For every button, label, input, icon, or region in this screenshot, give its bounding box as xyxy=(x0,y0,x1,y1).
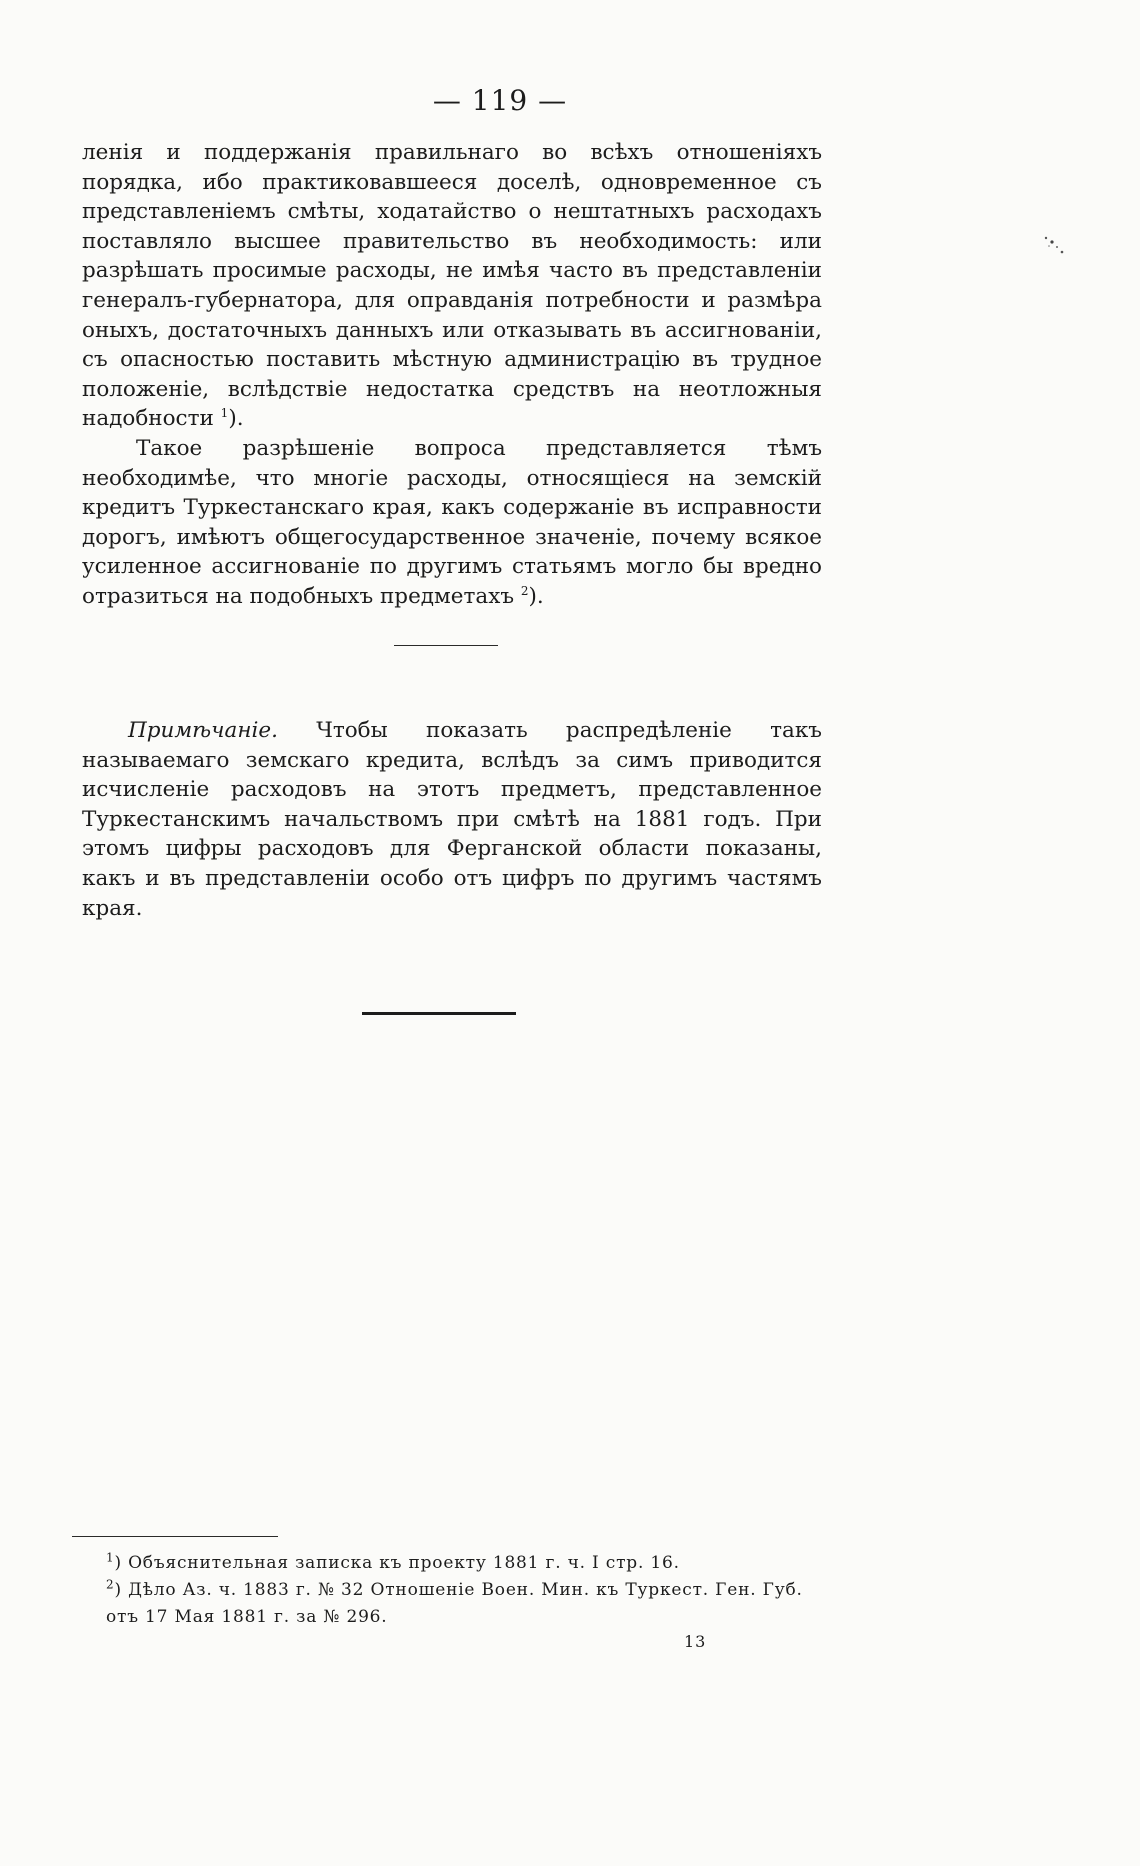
section-divider xyxy=(394,645,498,646)
footnote-2 xyxy=(72,1577,812,1631)
end-rule xyxy=(362,1012,516,1015)
paragraph-2-text: Такое разрѣшеніе вопроса представляется тѣмъ необходимѣе, что многіе расходы, относящіеся на земскій кредитъ Туркестанскаго края, какъ содержаніе въ исправности дорогъ, имѣютъ общегосударственное значеніе, почему всякое усиленное ассигнованіе по другимъ статьямъ могло бы вредно отразиться на подобныхъ предметахъ xyxy=(82,435,822,609)
paragraph-1-end: ). xyxy=(228,406,244,432)
footnote-ref-2: 2 xyxy=(520,583,529,598)
note-label: Примѣчаніе. xyxy=(128,718,278,743)
paragraph-1-text: ленія и поддержанія правильнаго во всѣхъ отношеніяхъ порядка, ибо практиковавшееся доселѣ, одновременное съ представленіемъ смѣты, ходатайство о нештатныхъ расходахъ поставляло высшее правительство въ необходимость: или разрѣшать просимые расходы, не имѣя часто въ представленіи генералъ-губернатора, для оправданія потребности и размѣра оныхъ, достаточныхъ данныхъ или отказывать въ ассигнованіи, съ опасностью поставить мѣстную администрацію въ трудное положеніе, вслѣдствіе недостатка средствъ на неотложныя надобности xyxy=(82,140,822,432)
footnote-2-mark: 2 xyxy=(106,1577,115,1592)
note-body: Чтобы показать распредѣленіе такъ называемаго земскаго кредита, вслѣдъ за симъ приводится исчисленіе расходовъ на этотъ предметъ, представленное Туркестанскимъ начальствомъ при смѣтѣ на 1881 годъ. При этомъ цифры расходовъ для Ферганской области показаны, какъ и въ представленіи особо отъ цифръ по другимъ частямъ края. xyxy=(82,718,822,921)
note-block xyxy=(82,716,822,923)
footnote-ref-1: 1 xyxy=(220,406,229,421)
paragraph-2-end: ). xyxy=(528,583,544,609)
signature-mark: 13 xyxy=(684,1632,707,1651)
footnote-rule xyxy=(72,1536,278,1537)
paragraph-2 xyxy=(82,434,822,612)
page-number: — 119 — xyxy=(432,84,568,117)
main-text-block xyxy=(82,138,822,612)
paragraph-1 xyxy=(82,138,822,434)
note-paragraph xyxy=(82,716,822,923)
footnote-1 xyxy=(72,1550,812,1577)
footnotes xyxy=(72,1550,812,1631)
footnote-1-text: ) Объяснительная записка къ проекту 1881 г. ч. I стр. 16. xyxy=(114,1553,680,1573)
footnote-1-mark: 1 xyxy=(106,1550,115,1565)
footnote-2-text: ) Дѣло Аз. ч. 1883 г. № 32 Отношеніе Воен. Мин. къ Туркест. Ген. Губ. отъ 17 Мая 1881 г. за № 296. xyxy=(106,1580,803,1627)
scan-speck-icon xyxy=(1040,232,1070,262)
